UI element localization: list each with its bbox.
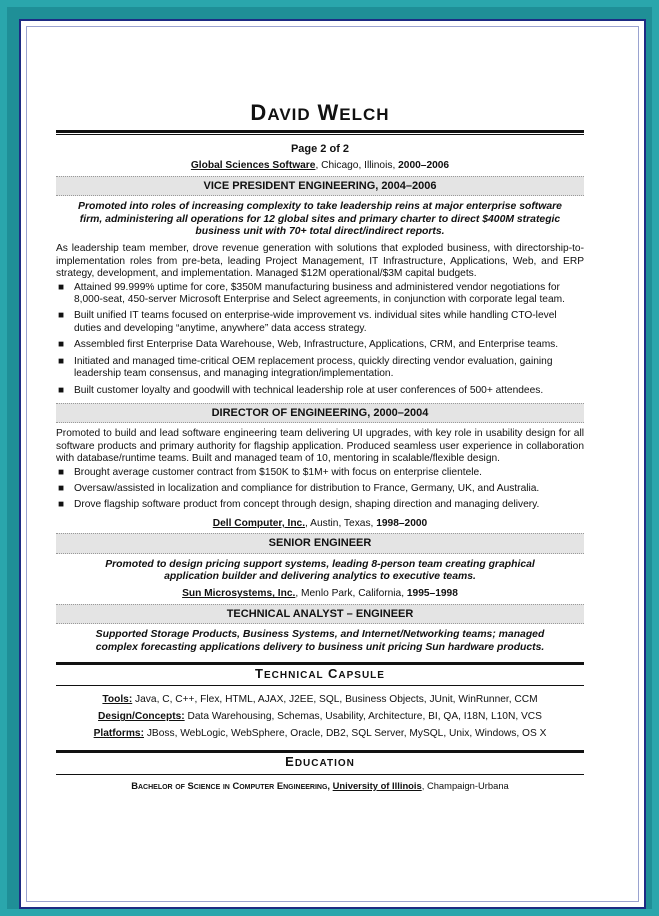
role-lead: Promoted to design pricing support systems, leading 8-person team creating graphical application builder and delivering analytics to executive teams.: [105, 558, 535, 582]
company-dates: 2000–2006: [398, 160, 450, 172]
resume-content: [56, 100, 584, 792]
skills-label: Design/Concepts:: [98, 711, 185, 723]
job-title-bar: VICE PRESIDENT ENGINEERING, 2004–2006: [56, 176, 584, 196]
list-item-text: Attained 99.999% uptime for core, $350M manufacturing business and administered vendor negotiations for 8,000-seat, 450-server Microsoft Enterprise and Select agreements, in conjunction with corporate legal team.: [74, 281, 565, 306]
job-title-bar: DIRECTOR OF ENGINEERING, 2000–2004: [56, 403, 584, 423]
skills-label: Platforms:: [93, 728, 144, 740]
candidate-name: [56, 100, 584, 128]
section-rule: [56, 774, 584, 775]
list-item: [56, 339, 584, 351]
header-rule-thick: [56, 130, 584, 133]
header-rule-thin: [56, 134, 584, 135]
section-heading-education: [56, 750, 584, 770]
section-rule: [56, 685, 584, 686]
list-item: [56, 499, 584, 511]
achievement-list: [56, 467, 584, 512]
job-title-bar: SENIOR ENGINEER: [56, 533, 584, 553]
skills-row: [56, 691, 584, 708]
bullet-icon: ■: [58, 384, 65, 396]
skills-label: Tools:: [102, 694, 133, 706]
list-item: [56, 310, 584, 335]
education-line: [56, 780, 584, 792]
list-item-text: Built unified IT teams focused on enterprise-wide improvement vs. individual sites while handling CTO-level duties and developing “anytime, anywhere” data access strategy.: [74, 310, 557, 334]
role-summary: As leadership team member, drove revenue generation with solutions that exploded business, with directorship-to-implementation roles from pre-beta, leading Project Management, IT Infrastructure, Applications, Web, and ERP strategy, development, and implementation. Managed $12M operational/$3M capital budgets.: [56, 243, 584, 280]
company-line: [56, 588, 584, 600]
list-item: [56, 356, 584, 381]
school-location: , Champaign-Urbana: [421, 779, 509, 791]
role-lead: Supported Storage Products, Business Systems, and Internet/Networking teams; managed complex forecasting applications delivery to business unit pricing Sun hardware products.: [95, 629, 545, 653]
list-item-text: Drove flagship software product from concept through design, shaping direction and managing delivery.: [74, 499, 540, 511]
company-dates: 1995–1998: [406, 588, 458, 600]
role-summary: Promoted to build and lead software engineering team delivering UI upgrades, with key role in usability design for all software products and primary authority for flagship application. Produced seamless user experience in collaboration with database/runtime teams. Built and managed team of 10, mentoring in scalable/flexible design.: [56, 428, 584, 465]
list-item-text: Built customer loyalty and goodwill with technical leadership role at user conferences of 500+ attendees.: [74, 384, 544, 396]
list-item: [56, 282, 584, 307]
achievement-list: [56, 282, 584, 397]
job-title-bar: TECHNICAL ANALYST – ENGINEER: [56, 604, 584, 624]
list-item-text: Oversaw/assisted in localization and compliance for distribution to France, Germany, UK, and Australia.: [74, 482, 540, 494]
bullet-icon: ■: [58, 482, 65, 494]
company-location: , Menlo Park, California,: [295, 588, 407, 600]
section-heading-technical: [56, 662, 584, 682]
section-heading-text: EDUCATION: [285, 754, 355, 770]
skills-row: [56, 725, 584, 742]
degree: Bachelor of Science in Computer Engineering,: [131, 779, 331, 791]
role-lead: Promoted into roles of increasing complexity to take leadership reins at major enterprise software firm, administering all operations for 12 global sites and primary charter to direct $400M strategic business unit with 70+ total direct/indirect reports.: [78, 201, 562, 238]
company-line: [56, 518, 584, 530]
list-item: [56, 385, 584, 397]
candidate-name-text: DAVID WELCH: [250, 100, 390, 125]
list-item-text: Brought average customer contract from $150K to $1M+ with focus on enterprise clientele.: [74, 466, 482, 478]
skills-row: [56, 708, 584, 725]
company-name: Dell Computer, Inc.: [212, 517, 306, 529]
company-dates: 1998–2000: [376, 517, 428, 529]
school-name: University of Illinois: [332, 779, 422, 791]
section-heading-text: TECHNICAL CAPSULE: [255, 666, 385, 681]
list-item-text: Assembled first Enterprise Data Warehouse, Web, Infrastructure, Applications, CRM, and Enterprise teams.: [74, 339, 559, 351]
page-number: Page 2 of 2: [290, 143, 350, 155]
bullet-icon: ■: [58, 466, 65, 478]
skills-value: Data Warehousing, Schemas, Usability, Architecture, BI, QA, I18N, L10N, VCS: [184, 711, 542, 723]
company-name: Sun Microsystems, Inc.: [182, 588, 296, 600]
list-item: [56, 483, 584, 495]
skills-value: Java, C, C++, Flex, HTML, AJAX, J2EE, SQL, Business Objects, JUnit, WinRunner, CCM: [132, 694, 538, 706]
list-item: [56, 467, 584, 479]
list-item-text: Initiated and managed time-critical OEM replacement process, quickly directing vendor evaluation, gaining leadership team consensus, and managing integration/implementation.: [74, 355, 553, 380]
bullet-icon: ■: [58, 355, 65, 367]
company-name: Global Sciences Software: [190, 160, 316, 172]
bullet-icon: ■: [58, 339, 65, 351]
company-location: , Chicago, Illinois,: [315, 160, 399, 172]
bullet-icon: ■: [58, 499, 65, 511]
bullet-icon: ■: [58, 310, 65, 322]
company-line: [56, 160, 584, 172]
company-location: , Austin, Texas,: [305, 517, 377, 529]
skills-block: [56, 691, 584, 742]
bullet-icon: ■: [58, 281, 65, 293]
skills-value: JBoss, WebLogic, WebSphere, Oracle, DB2, SQL Server, MySQL, Unix, Windows, OS X: [144, 728, 547, 740]
